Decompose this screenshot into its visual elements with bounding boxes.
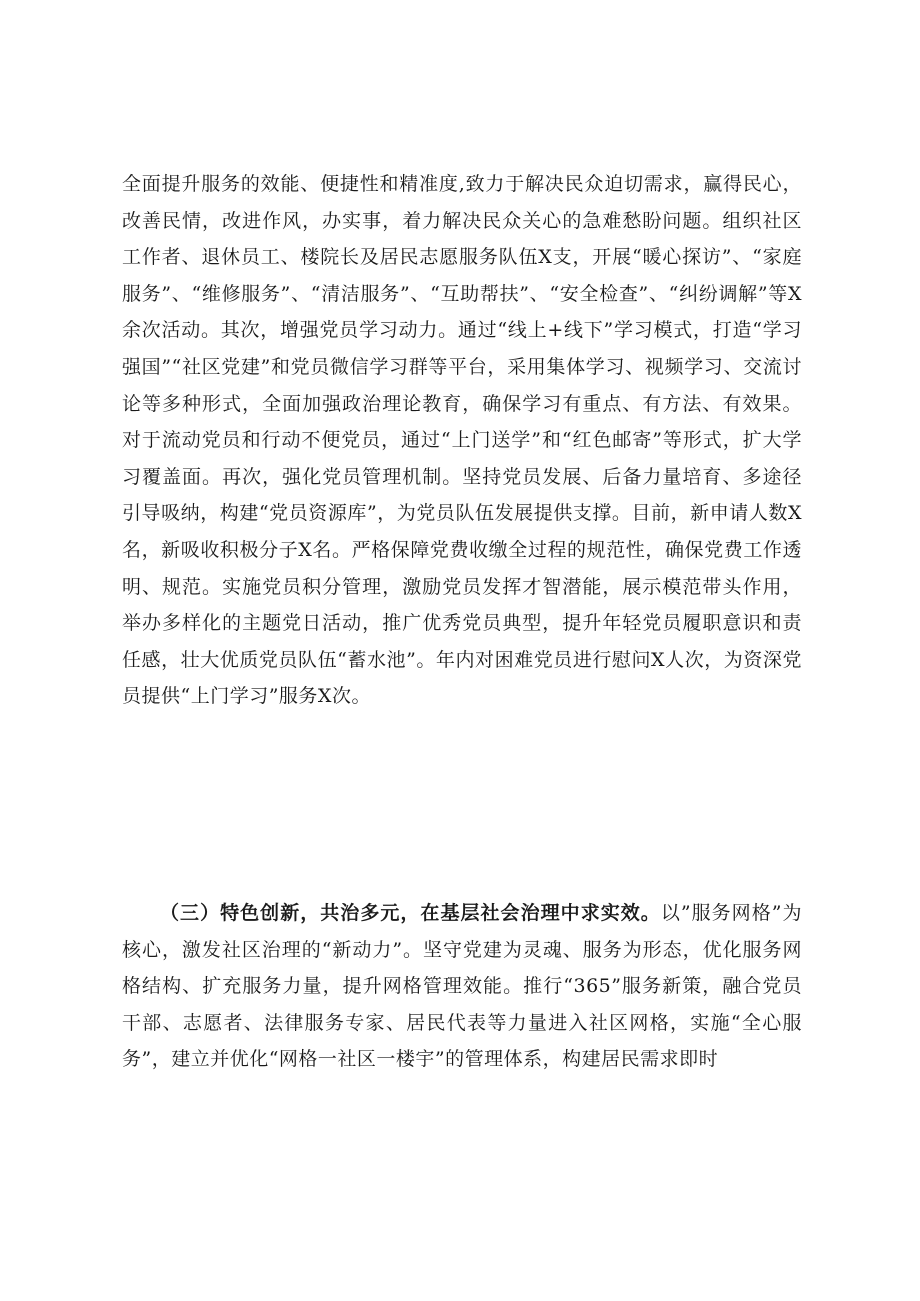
body-paragraph-2 — [122, 895, 802, 1078]
section-heading-3: （三）特色创新，共治多元，在基层社会治理中求实效。 — [160, 902, 661, 924]
section-body-3: 以”服务网格”为核心，激发社区治理的“新动力”。坚守党建为灵魂、服务为形态，优化服务网格结构、扩充服务力量，提升网格管理效能。推行“365”服务新策，融合党员干部、志愿者、法律服务专家、居民代表等力量进入社区网格，实施“全心服务”，建立并优化“网格一社区一楼宇”的管理体系，构建居民需求即时 — [122, 902, 802, 1071]
body-paragraph-1: 全面提升服务的效能、便捷性和精准度,致力于解决民众迫切需求，赢得民心，改善民情，改进作风，办实事，着力解决民众关心的急难愁盼问题。组织社区工作者、退休员工、楼院长及居民志愿服务队伍X支，开展“暖心探访”、“家庭服务”、“维修服务”、“清洁服务”、“互助帮扶”、“安全检查”、“纠纷调解”等X余次活动。其次，增强党员学习动力。通过“线上+线下”学习模式，打造“学习强国”“社区党建”和党员微信学习群等平台，采用集体学习、视频学习、交流讨论等多种形式，全面加强政治理论教育，确保学习有重点、有方法、有效果。对于流动党员和行动不便党员，通过“上门送学”和“红色邮寄”等形式，扩大学习覆盖面。再次，强化党员管理机制。坚持党员发展、后备力量培育、多途径引导吸纳，构建“党员资源库”，为党员队伍发展提供支撑。目前，新申请人数X名，新吸收积极分子X名。严格保障党费收缴全过程的规范性，确保党费工作透明、规范。实施党员积分管理，激励党员发挥才智潜能，展示模范带头作用，举办多样化的主题党日活动，推广优秀党员典型，提升年轻党员履职意识和责任感，壮大优质党员队伍“蓄水池”。年内对困难党员进行慰问X人次，为资深党员提供“上门学习”服务X次。 — [122, 173, 802, 708]
